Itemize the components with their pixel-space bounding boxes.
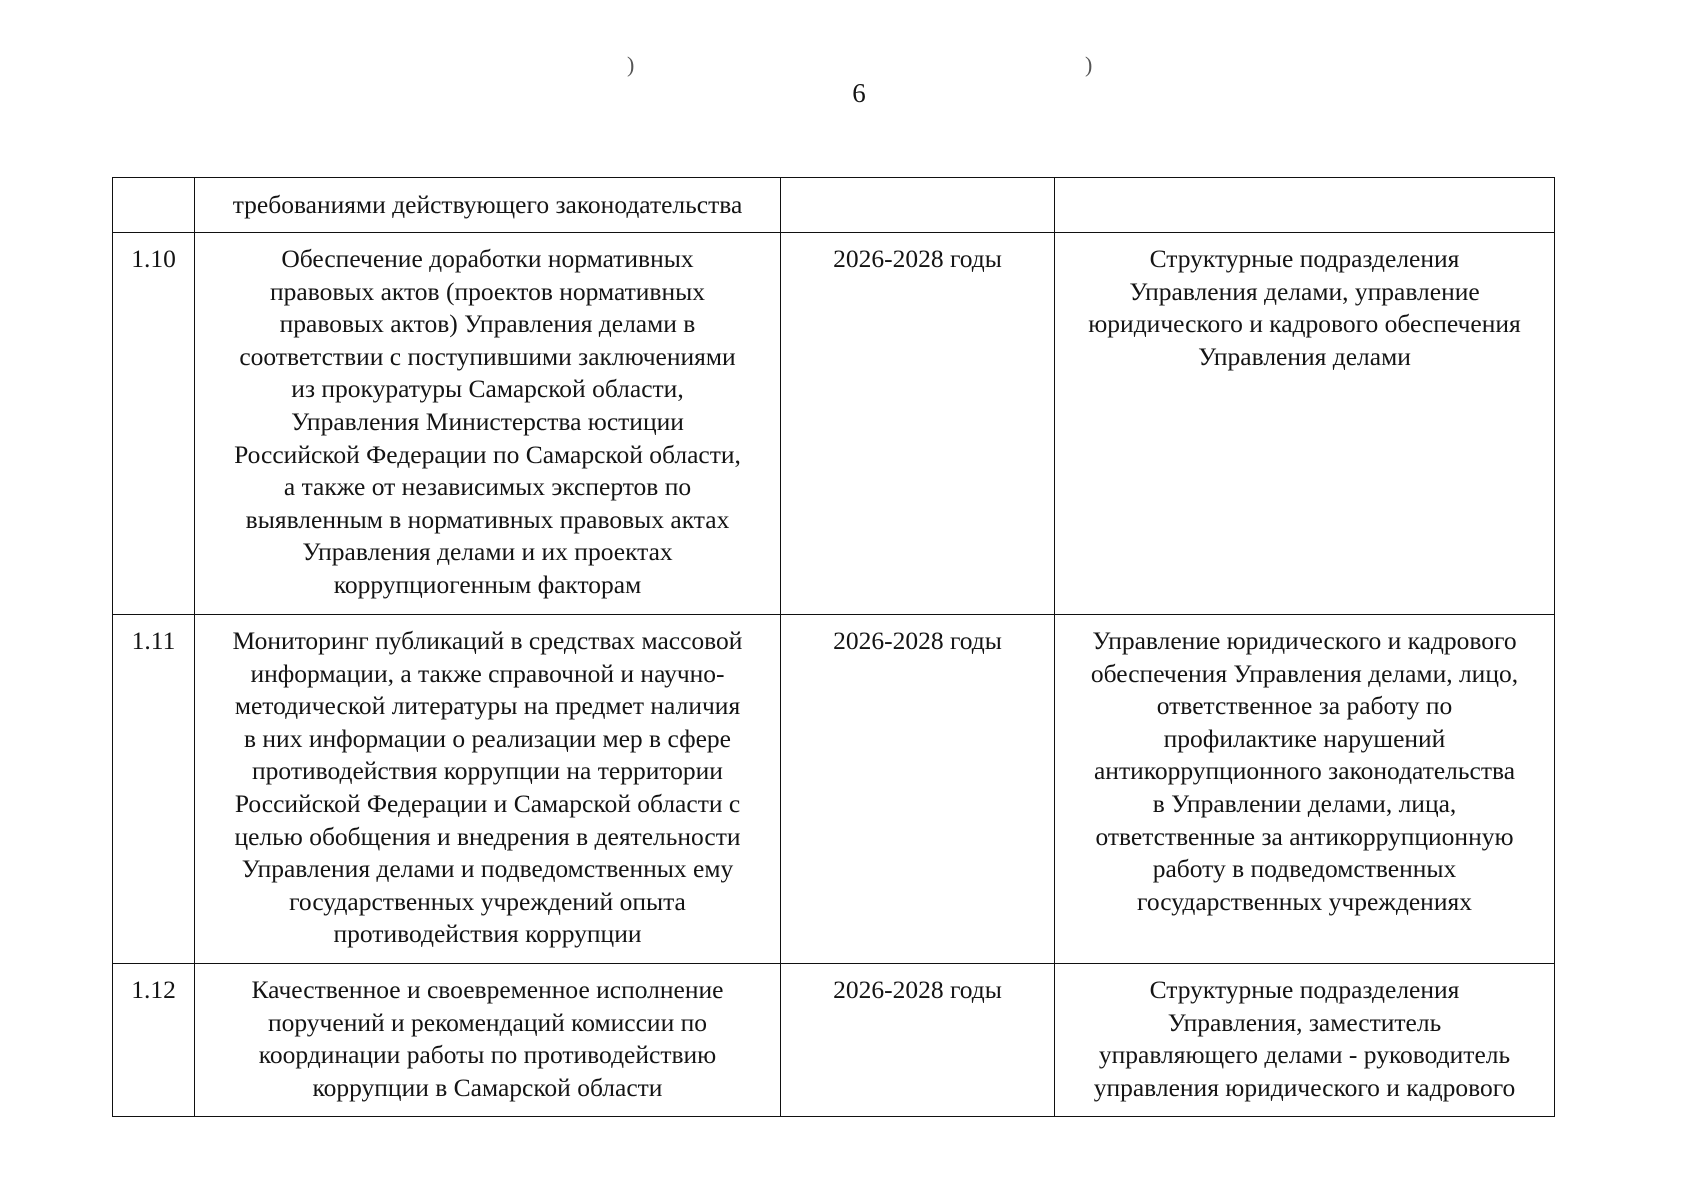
responsible-line: Управление юридического и кадрового (1092, 626, 1517, 655)
responsible-line: юридического и кадрового обеспечения (1088, 309, 1521, 339)
scan-mark-right: ) (1085, 52, 1093, 77)
activity-line: целью обобщения и внедрения в деятельности (234, 821, 741, 851)
activity-line: выявленным в нормативных правовых актах (245, 504, 730, 534)
scan-mark-left: ) (627, 52, 635, 77)
cell-activity (195, 615, 781, 964)
cell-number: 1.10 (113, 233, 195, 615)
cell-responsible (1055, 615, 1555, 964)
activity-line: поручений и рекомендаций комиссии по (267, 1007, 708, 1037)
responsible-line: Управления, заместитель (1167, 1007, 1442, 1037)
activity-line: Управления делами и подведомственных ему (241, 854, 734, 884)
cell-activity: требованиями действующего законодательства (195, 178, 781, 233)
cell-number: 1.12 (113, 964, 195, 1117)
table-row-1-10 (113, 233, 1555, 615)
table-row-1-12 (113, 964, 1555, 1117)
cell-term: 2026-2028 годы (781, 233, 1055, 615)
activity-line: Обеспечение доработки нормативных (281, 244, 694, 273)
responsible-line: обеспечения Управления делами, лицо, (1090, 658, 1519, 688)
activity-line: а также от независимых экспертов по (283, 472, 692, 502)
cell-number: 1.11 (113, 615, 195, 964)
responsible-line: работу в подведомственных (1152, 854, 1457, 884)
responsible-line: антикоррупционного законодательства (1093, 756, 1516, 786)
responsible-line: государственных учреждениях (1137, 886, 1472, 916)
table-row-1-11 (113, 615, 1555, 964)
cell-activity (195, 964, 781, 1117)
cell-term: 2026-2028 годы (781, 615, 1055, 964)
responsible-line: Управления делами (1198, 341, 1411, 371)
activity-line: правовых актов) Управления делами в (279, 309, 696, 339)
responsible-line: ответственное за работу по (1156, 691, 1453, 721)
activity-line: координации работы по противодействию (258, 1040, 717, 1070)
activity-line: Российской Федерации и Самарской области с (234, 788, 741, 818)
activity-line: коррупции в Самарской области (312, 1072, 663, 1102)
cell-term: 2026-2028 годы (781, 964, 1055, 1117)
cell-responsible (1055, 178, 1555, 233)
responsible-line: профилактике нарушений (1163, 723, 1446, 753)
activity-line: из прокуратуры Самарской области, (291, 374, 684, 404)
activity-line: Мониторинг публикаций в средствах массовой (232, 626, 743, 655)
activity-line: правовых актов (проектов нормативных (269, 276, 705, 306)
activity-line: методической литературы на предмет наличия (234, 691, 741, 721)
table-row-continuation (113, 178, 1555, 233)
responsible-line: Управления делами, управление (1129, 276, 1480, 306)
page-number: 6 (852, 78, 866, 108)
cell-responsible (1055, 964, 1555, 1117)
responsible-line: управляющего делами - руководитель (1098, 1040, 1511, 1070)
responsible-line: управления юридического и кадрового (1093, 1072, 1516, 1102)
activity-line: государственных учреждений опыта (289, 886, 686, 916)
cell-responsible (1055, 233, 1555, 615)
responsible-line: Структурные подразделения (1149, 244, 1460, 273)
responsible-line: в Управлении делами, лица, (1152, 788, 1457, 818)
activity-line: Управления Министерства юстиции (291, 406, 684, 436)
cell-term (781, 178, 1055, 233)
activity-line: противодействия коррупции на территории (252, 756, 723, 786)
activity-line: в них информации о реализации мер в сфере (243, 723, 731, 753)
activity-line: Российской Федерации по Самарской области, (234, 439, 741, 469)
activity-line: Качественное и своевременное исполнение (251, 975, 724, 1004)
cell-number (113, 178, 195, 233)
activity-line: информации, а также справочной и научно- (250, 658, 725, 688)
activity-line: Управления делами и их проектах (302, 537, 673, 567)
activity-line: противодействия коррупции (333, 919, 642, 949)
activity-line: соответствии с поступившими заключениями (239, 341, 736, 371)
responsible-line: ответственные за антикоррупционную (1095, 821, 1514, 851)
measures-table (112, 177, 1555, 1117)
activity-line: коррупциогенным факторам (333, 569, 642, 599)
cell-activity (195, 233, 781, 615)
responsible-line: Структурные подразделения (1149, 975, 1460, 1004)
